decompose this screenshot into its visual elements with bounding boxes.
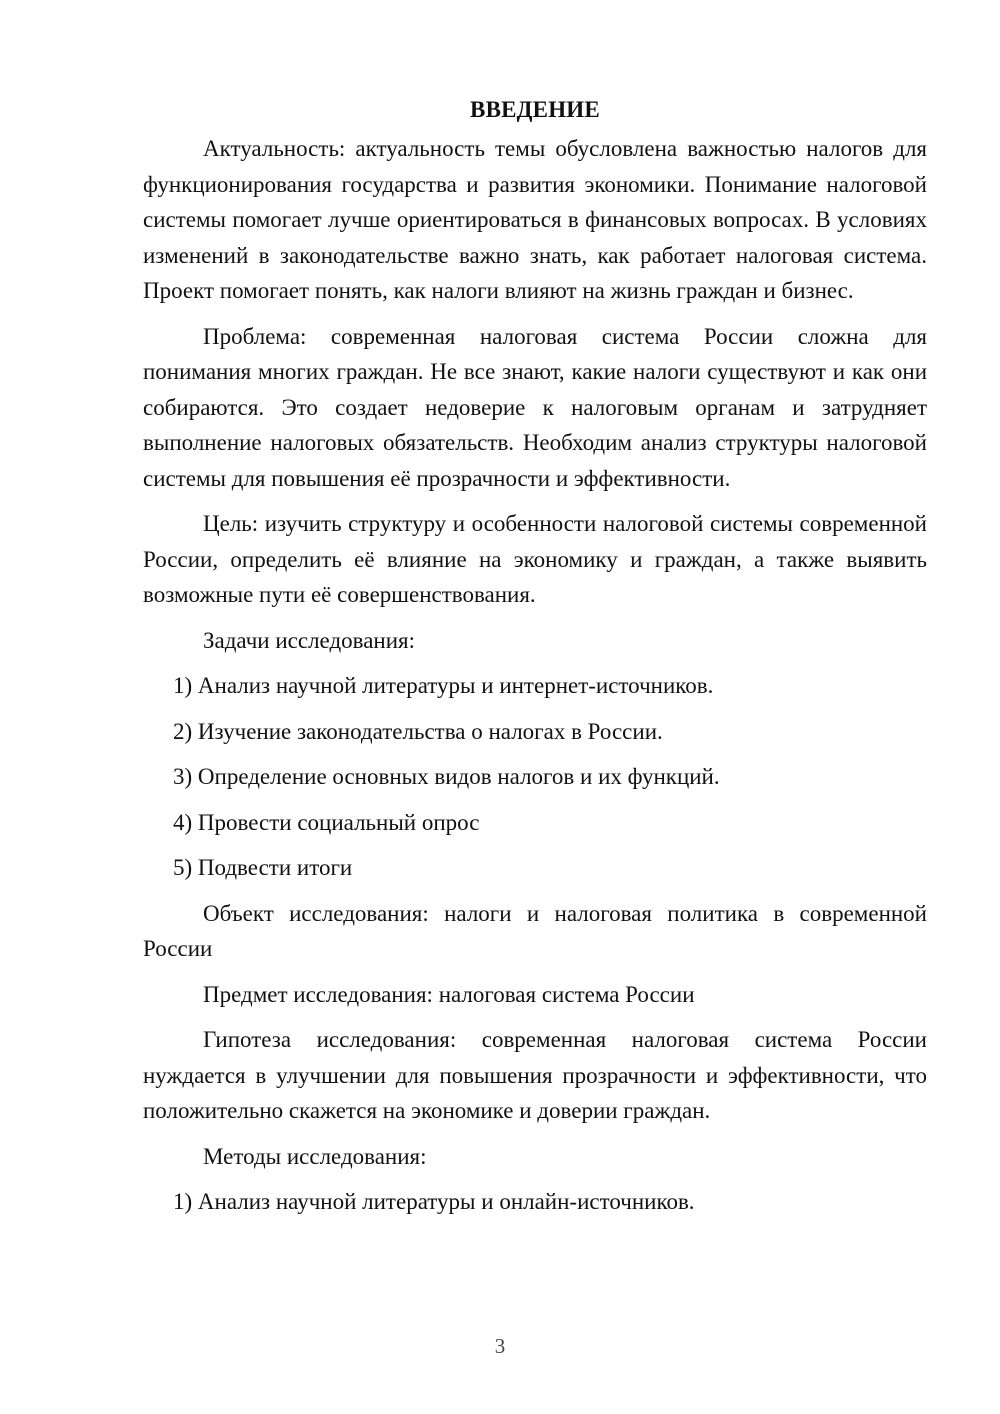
- tasks-heading: Задачи исследования:: [203, 627, 416, 653]
- method-item: 1) Анализ научной литературы и онлайн-источников.: [173, 1189, 695, 1214]
- task-item: 5) Подвести итоги: [173, 855, 353, 880]
- methods-heading: Методы исследования:: [203, 1143, 427, 1169]
- problem-paragraph: Проблема: современная налоговая система России сложна для понимания многих граждан. Не все знают, какие налоги существуют и как они собираются. Это создает недоверие к налоговым органам и затрудняет выполнение налоговых обязательств. Необходим анализ структуры налоговой системы для повышения её прозрачности и эффективности.: [143, 323, 927, 491]
- object-paragraph: Объект исследования: налоги и налоговая политика в современной России: [143, 900, 927, 961]
- goal-paragraph: Цель: изучить структуру и особенности налоговой системы современной России, определить её влияние на экономику и граждан, а также выявить возможные пути её совершенствования.: [143, 511, 927, 607]
- task-item: 1) Анализ научной литературы и интернет-источников.: [173, 673, 714, 698]
- section-title: ВВЕДЕНИЕ: [470, 97, 600, 122]
- relevance-paragraph: Актуальность: актуальность темы обусловлена важностью налогов для функционирования государства и развития экономики. Понимание налоговой системы помогает лучше ориентироваться в финансовых вопросах. В условиях изменений в законодательстве важно знать, как работает налоговая система. Проект помогает понять, как налоги влияют на жизнь граждан и бизнес.: [143, 136, 927, 303]
- page-number: 3: [494, 1334, 506, 1358]
- task-item: 3) Определение основных видов налогов и их функций.: [173, 764, 720, 789]
- task-item: 2) Изучение законодательства о налогах в России.: [173, 718, 663, 744]
- task-item: 4) Провести социальный опрос: [173, 809, 480, 835]
- hypothesis-paragraph: Гипотеза исследования: современная налоговая система России нуждается в улучшении для повышения прозрачности и эффективности, что положительно скажется на экономике и доверии граждан.: [143, 1027, 927, 1123]
- document-page: [143, 92, 927, 1230]
- subject-paragraph: Предмет исследования: налоговая система России: [203, 981, 695, 1007]
